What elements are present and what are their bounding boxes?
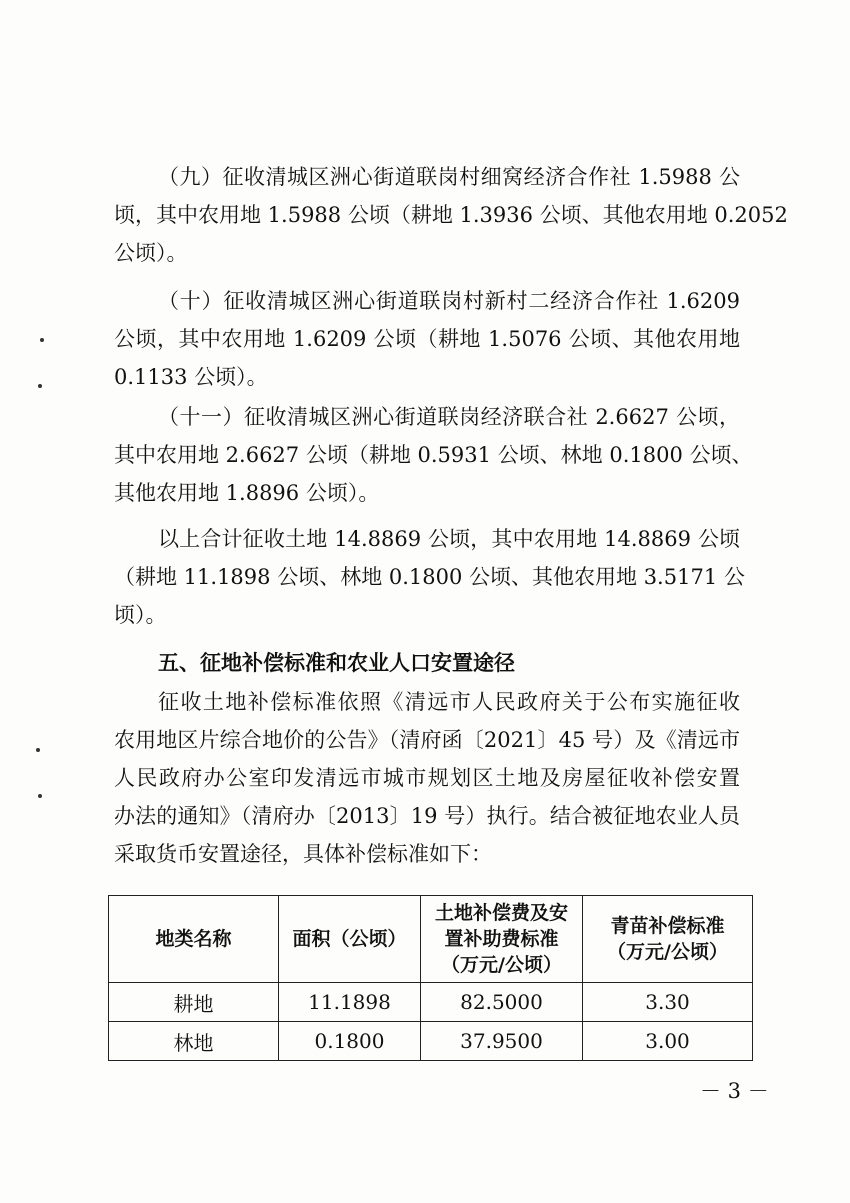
cell-land-compensation: 82.5000 bbox=[421, 983, 583, 1022]
text-line: 顷，其中农用地 1.5988 公顷（耕地 1.3936 公顷、其他农用地 0.2052 bbox=[114, 203, 788, 227]
table-header-row bbox=[109, 896, 753, 983]
text-line: 采取货币安置途径，具体补偿标准如下： bbox=[114, 842, 492, 866]
text-line: 其中农用地 2.6627 公顷（耕地 0.5931 公顷、林地 0.1800 公顷、 bbox=[114, 443, 753, 467]
scan-speck bbox=[36, 748, 40, 752]
scan-speck bbox=[38, 384, 42, 388]
paragraph-10 bbox=[114, 282, 740, 396]
scan-speck bbox=[40, 338, 44, 342]
paragraph-total bbox=[114, 520, 745, 634]
cell-area: 0.1800 bbox=[279, 1022, 421, 1061]
text-line: 顷）。 bbox=[114, 603, 167, 627]
text-line: 办法的通知》（清府办〔2013〕19 号）执行。结合被征地农业人员 bbox=[114, 804, 740, 828]
text-line: 其他农用地 1.8896 公顷）。 bbox=[114, 481, 380, 505]
text-line: 公顷）。 bbox=[114, 241, 188, 265]
header-crop-compensation: 青苗补偿标准（万元/公顷） bbox=[583, 896, 753, 983]
compensation-table bbox=[108, 895, 753, 1061]
text-line: （十一）征收清城区洲心街道联岗经济联合社 2.6627 公顷， bbox=[158, 405, 740, 429]
cell-crop-compensation: 3.00 bbox=[583, 1022, 753, 1061]
text-line: 公顷，其中农用地 1.6209 公顷（耕地 1.5076 公顷、其他农用地 bbox=[114, 327, 740, 351]
paragraph-9 bbox=[114, 158, 788, 272]
section-heading: 五、征地补偿标准和农业人口安置途径 bbox=[158, 651, 515, 675]
text-line: （九）征收清城区洲心街道联岗村细窝经济合作社 1.5988 公 bbox=[158, 165, 740, 189]
cell-land-type: 耕地 bbox=[109, 983, 279, 1022]
scan-speck bbox=[38, 794, 42, 798]
text-line: （十）征收清城区洲心街道联岗村新村二经济合作社 1.6209 bbox=[158, 289, 740, 313]
text-line: 0.1133 公顷）。 bbox=[114, 365, 268, 389]
text-line: 人民政府办公室印发清远市城市规划区土地及房屋征收补偿安置 bbox=[114, 766, 740, 790]
header-land-type: 地类名称 bbox=[109, 896, 279, 983]
cell-crop-compensation: 3.30 bbox=[583, 983, 753, 1022]
header-land-compensation: 土地补偿费及安置补助费标准（万元/公顷） bbox=[421, 896, 583, 983]
table-row bbox=[109, 983, 753, 1022]
paragraph-11 bbox=[114, 398, 753, 512]
text-line: 征收土地补偿标准依照《清远市人民政府关于公布实施征收 bbox=[158, 690, 740, 714]
cell-area: 11.1898 bbox=[279, 983, 421, 1022]
header-area: 面积（公顷） bbox=[279, 896, 421, 983]
table-row bbox=[109, 1022, 753, 1061]
cell-land-compensation: 37.9500 bbox=[421, 1022, 583, 1061]
text-line: （耕地 11.1898 公顷、林地 0.1800 公顷、其他农用地 3.5171 公 bbox=[114, 565, 745, 589]
text-line: 农用地区片综合地价的公告》（清府函〔2021〕45 号）及《清远市 bbox=[114, 728, 740, 752]
cell-land-type: 林地 bbox=[109, 1022, 279, 1061]
page-number: － 3 － bbox=[700, 1079, 769, 1103]
section-body bbox=[114, 683, 740, 873]
text-line: 以上合计征收土地 14.8869 公顷，其中农用地 14.8869 公顷 bbox=[158, 527, 740, 551]
